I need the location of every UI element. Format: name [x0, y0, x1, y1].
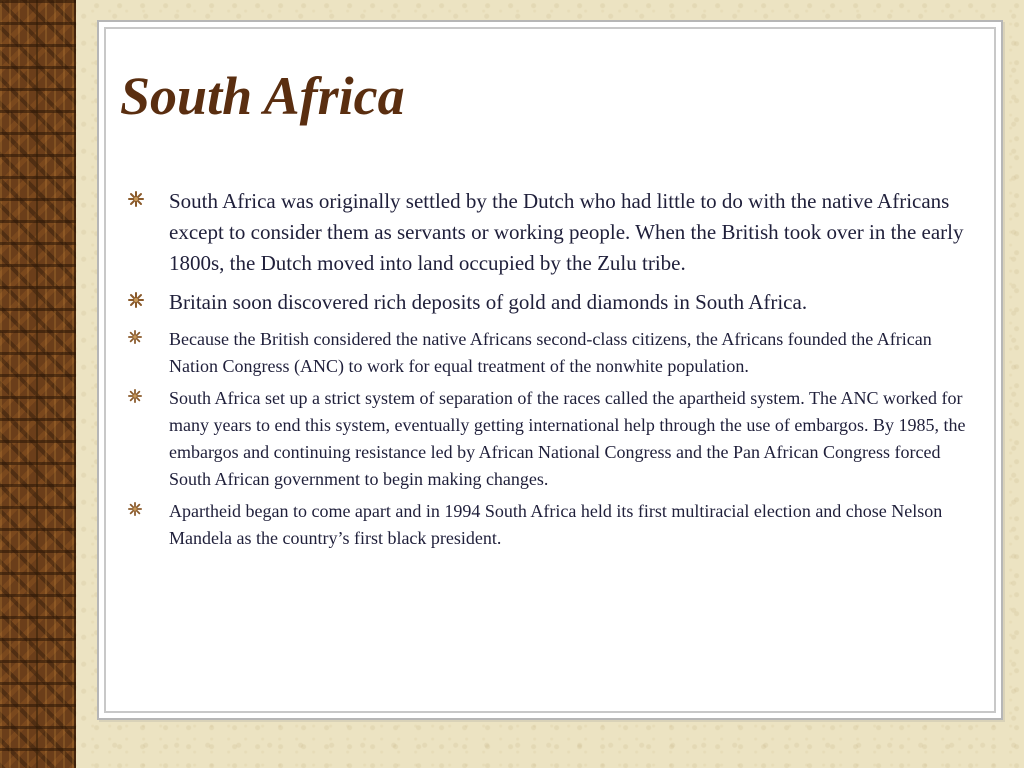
bullet-item [128, 287, 970, 318]
wood-divider [36, 0, 38, 768]
bullet-item [128, 498, 970, 552]
wood-texture-strip [0, 0, 76, 768]
wood-divider [74, 0, 76, 768]
bullet-list [128, 186, 970, 557]
star-bullet-icon [128, 191, 144, 207]
star-bullet-icon [128, 389, 142, 403]
bullet-item [128, 326, 970, 380]
bullet-text: Because the British considered the native Africans second-class citizens, the Africans founded the African Nation Congress (ANC) to work for equal treatment of the nonwhite population. [169, 329, 932, 376]
bullet-text: South Africa was originally settled by the Dutch who had little to do with the native Africans except to consider them as servants or working people. When the British took over in the early 1800s, the Dutch moved into land occupied by the Zulu tribe. [169, 189, 964, 275]
star-bullet-icon [128, 292, 144, 308]
bullet-text: South Africa set up a strict system of separation of the races called the apartheid system. The ANC worked for many years to end this system, eventually getting international help through the use of embargos. By 1985, the embargos and continuing resistance led by African National Congress and the Pan African Congress forced South African government to begin making changes. [169, 388, 966, 489]
bullet-item [128, 385, 970, 493]
bullet-text: Britain soon discovered rich deposits of gold and diamonds in South Africa. [169, 290, 808, 314]
bullet-text: Apartheid began to come apart and in 1994 South Africa held its first multiracial election and chose Nelson Mandela as the country’s first black president. [169, 501, 943, 548]
bullet-item [128, 186, 970, 279]
star-bullet-icon [128, 502, 142, 516]
slide-title: South Africa [120, 66, 405, 126]
star-bullet-icon [128, 330, 142, 344]
